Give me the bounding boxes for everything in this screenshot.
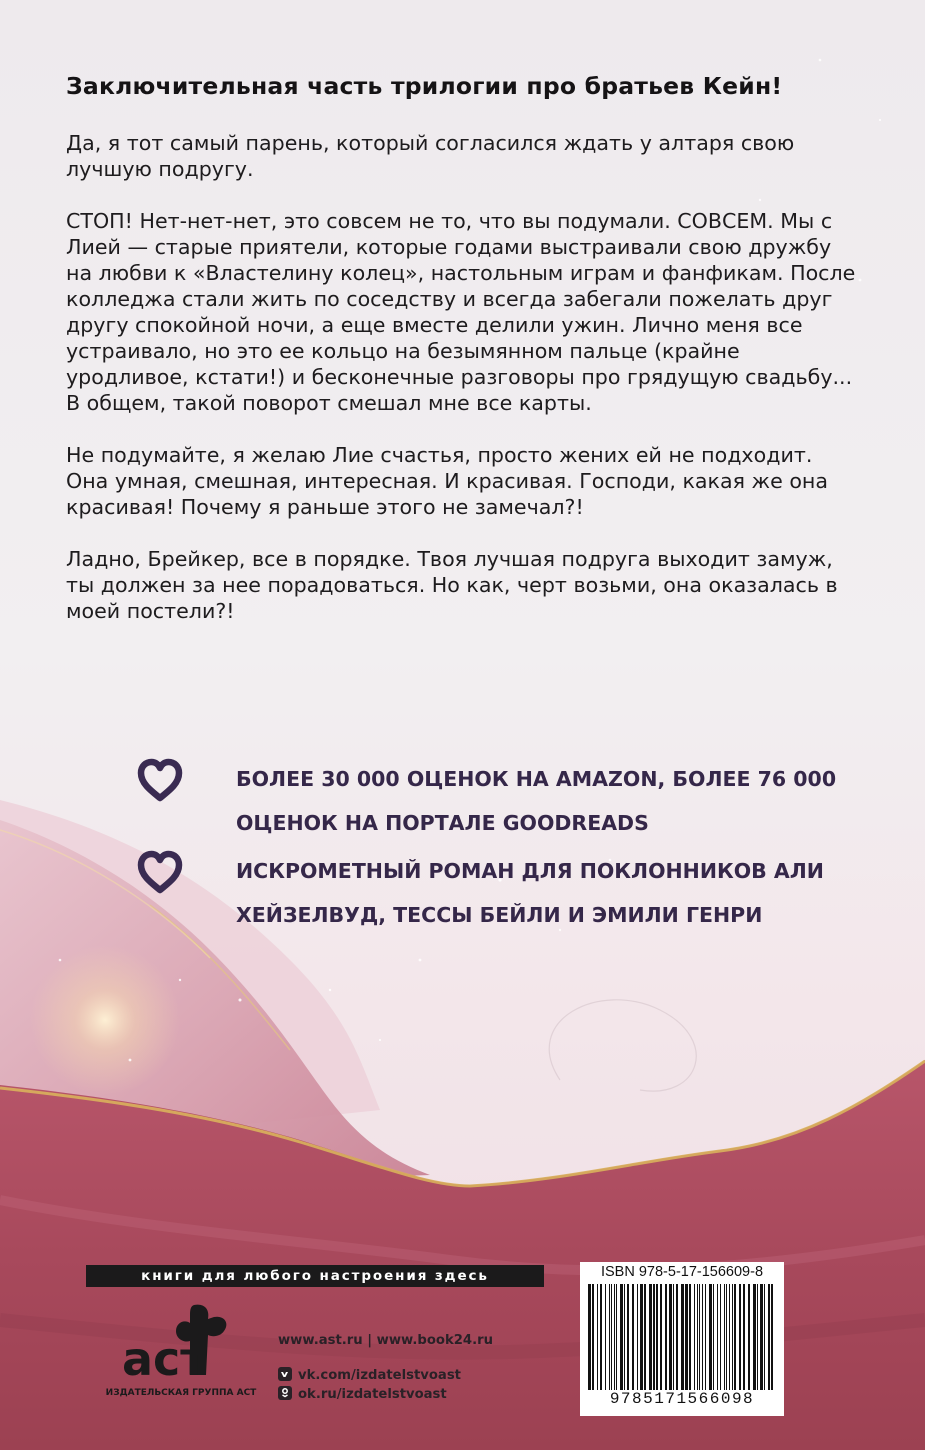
barcode-bar bbox=[660, 1284, 662, 1390]
barcode-bar bbox=[681, 1284, 684, 1390]
barcode bbox=[580, 1262, 784, 1416]
highlight-text: ИСКРОМЕТНЫЙ РОМАН ДЛЯ ПОКЛОННИКОВ АЛИ ХЕЙЗЕЛВУД, ТЕССЫ БЕЙЛИ И ЭМИЛИ ГЕНРИ bbox=[236, 859, 824, 927]
barcode-bar bbox=[729, 1284, 730, 1390]
barcode-bar bbox=[760, 1284, 763, 1390]
barcode-bar bbox=[697, 1284, 698, 1390]
barcode-bar bbox=[592, 1284, 594, 1390]
barcode-bar bbox=[757, 1284, 758, 1390]
barcode-bar bbox=[611, 1284, 612, 1390]
barcode-bar bbox=[739, 1284, 741, 1390]
barcode-bar bbox=[620, 1284, 623, 1390]
barcode-bar bbox=[653, 1284, 655, 1390]
vk-link[interactable] bbox=[278, 1367, 461, 1383]
barcode-bar bbox=[705, 1284, 706, 1390]
svg-text:аст: аст bbox=[122, 1332, 207, 1386]
heart-outline-icon bbox=[136, 849, 184, 895]
barcode-bar bbox=[768, 1284, 770, 1390]
barcode-bar bbox=[640, 1284, 643, 1390]
barcode-bar bbox=[644, 1284, 646, 1390]
barcode-bar bbox=[609, 1284, 610, 1390]
publisher-name: ИЗДАТЕЛЬСКАЯ ГРУППА АСТ bbox=[105, 1388, 257, 1398]
barcode-bar bbox=[685, 1284, 688, 1390]
barcode-bar bbox=[724, 1284, 725, 1390]
barcode-bar bbox=[694, 1284, 695, 1390]
blurb-paragraph: СТОП! Нет-нет-нет, это совсем не то, что вы подумали. СОВСЕМ. Мы с Лией — старые приятели, которые годами выстраивали свою дружбу на любви к «Властелину колец», настольным играм и фанфикам. После колледжа стали жить по соседству и всегда забегали пожелать друг другу спокойной ночи, а еще вместе делили ужин. Лично меня все устраивало, но это ее кольцо на безымянном пальце (крайне уродливое, кстати!) и бесконечные разговоры про грядущую свадьбу... В общем, такой поворот смешал мне все карты. bbox=[66, 209, 856, 415]
barcode-bar bbox=[713, 1284, 714, 1390]
website-links[interactable]: www.ast.ru | www.book24.ru bbox=[278, 1333, 493, 1348]
barcode-bar bbox=[720, 1284, 721, 1390]
barcode-bar bbox=[669, 1284, 672, 1390]
blurb bbox=[66, 130, 856, 650]
headline: Заключительная часть трилогии про братьев Кейн! bbox=[66, 72, 783, 100]
barcode-bar bbox=[673, 1284, 674, 1390]
barcode-bars bbox=[586, 1284, 778, 1390]
vk-icon bbox=[278, 1367, 292, 1381]
barcode-bar bbox=[637, 1284, 638, 1390]
blurb-paragraph: Ладно, Брейкер, все в порядке. Твоя лучшая подруга выходит замуж, ты должен за нее порадоваться. Но как, черт возьми, она оказалась в моей постели?! bbox=[66, 547, 838, 623]
barcode-bar bbox=[676, 1284, 678, 1390]
barcode-bar bbox=[734, 1284, 736, 1390]
barcode-bar bbox=[588, 1284, 591, 1390]
ok-icon bbox=[278, 1386, 292, 1400]
barcode-bar bbox=[614, 1284, 615, 1390]
heart-outline-icon bbox=[136, 757, 184, 803]
blurb-paragraph: Не подумайте, я желаю Лие счастья, просто жених ей не подходит. Она умная, смешная, интересная. И красивая. Господи, какая же она красивая! Почему я раньше этого не замечал?! bbox=[66, 443, 828, 519]
ok-url[interactable]: ok.ru/izdatelstvoast bbox=[298, 1387, 447, 1402]
barcode-bar bbox=[726, 1284, 727, 1390]
barcode-bar bbox=[605, 1284, 606, 1390]
barcode-bar bbox=[649, 1284, 652, 1390]
barcode-bar bbox=[709, 1284, 712, 1390]
isbn-text: ISBN 978-5-17-156609-8 bbox=[600, 1264, 764, 1280]
barcode-bar bbox=[748, 1284, 750, 1390]
barcode-digits: 9785171566098 bbox=[609, 1390, 755, 1408]
barcode-bar bbox=[627, 1284, 629, 1390]
barcode-bar bbox=[656, 1284, 658, 1390]
barcode-bar bbox=[689, 1284, 691, 1390]
highlight-text: БОЛЕЕ 30 000 ОЦЕНОК НА AMAZON, БОЛЕЕ 76 000 ОЦЕНОК НА ПОРТАЛЕ GOODREADS bbox=[236, 767, 837, 835]
barcode-bar bbox=[699, 1284, 700, 1390]
barcode-bar bbox=[632, 1284, 634, 1390]
ok-link[interactable] bbox=[278, 1386, 447, 1402]
barcode-bar bbox=[717, 1284, 718, 1390]
barcode-bar bbox=[624, 1284, 625, 1390]
barcode-bar bbox=[753, 1284, 756, 1390]
barcode-bar bbox=[597, 1284, 598, 1390]
barcode-bar bbox=[764, 1284, 765, 1390]
barcode-bar bbox=[771, 1284, 773, 1390]
barcode-bar bbox=[702, 1284, 703, 1390]
barcode-bar bbox=[600, 1284, 602, 1390]
blurb-paragraph: Да, я тот самый парень, который согласился ждать у алтаря свою лучшую подругу. bbox=[66, 131, 795, 181]
barcode-bar bbox=[665, 1284, 667, 1390]
barcode-bar bbox=[732, 1284, 733, 1390]
vk-url[interactable]: vk.com/izdatelstvoast bbox=[298, 1368, 461, 1383]
barcode-bar bbox=[743, 1284, 745, 1390]
tagline-banner: книги для любого настроения здесь bbox=[86, 1265, 544, 1287]
barcode-bar bbox=[616, 1284, 617, 1390]
